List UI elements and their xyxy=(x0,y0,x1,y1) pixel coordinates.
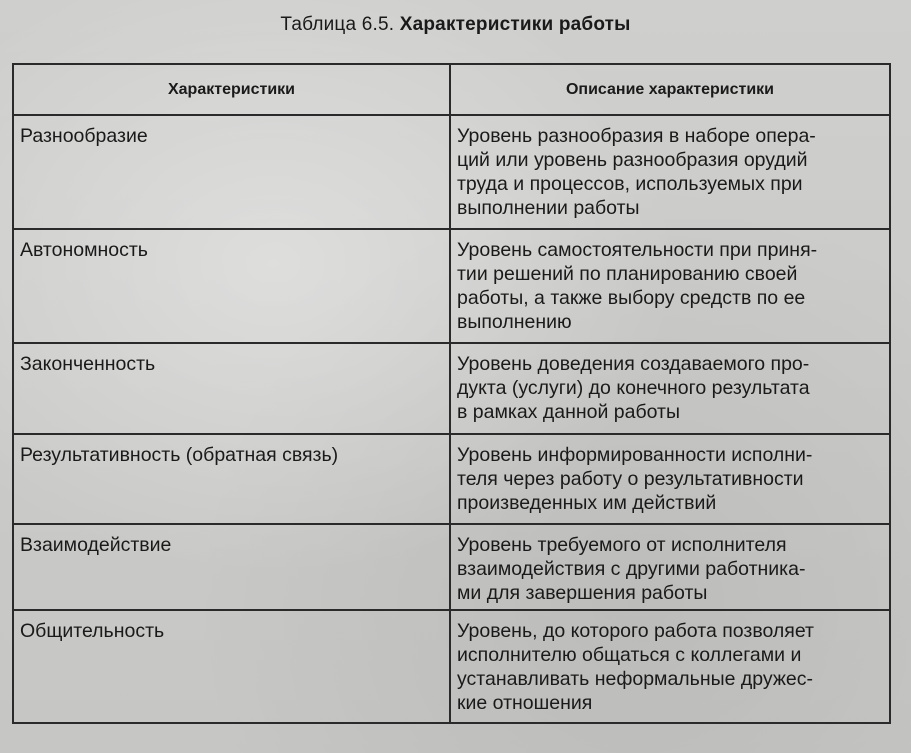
caption-prefix: Таблица 6.5. xyxy=(280,14,395,35)
description-line: труда и процессов, используемых при xyxy=(457,173,803,195)
description-line: произведенных им действий xyxy=(457,492,717,514)
header-description: Описание характеристики xyxy=(450,64,890,115)
description-line: в рамках данной работы xyxy=(457,401,680,423)
row-name-cell: Разнообразие xyxy=(13,115,450,229)
description-line: исполнителю общаться с коллегами и xyxy=(457,644,802,666)
table-row xyxy=(13,610,890,723)
table-row xyxy=(13,343,890,434)
description-line: взаимодействия с другими работника- xyxy=(457,558,806,580)
description-line: ций или уровень разнообразия орудий xyxy=(457,149,808,171)
description-line: дукта (услуги) до конечного результата xyxy=(457,377,810,399)
table-row xyxy=(13,434,890,524)
description-line: Уровень, до которого работа позволяет xyxy=(457,620,814,642)
row-description-cell xyxy=(450,434,890,524)
description-line: работы, а также выбору средств по ее xyxy=(457,287,806,309)
row-name-cell: Взаимодействие xyxy=(13,524,450,610)
table-caption xyxy=(0,14,911,36)
description-line: Уровень разнообразия в наборе опера- xyxy=(457,125,816,147)
description-line: Уровень самостоятельности при приня- xyxy=(457,239,818,261)
row-name-cell: Общительность xyxy=(13,610,450,723)
description-line: Уровень доведения создаваемого про- xyxy=(457,353,810,375)
row-name-cell: Автономность xyxy=(13,229,450,343)
row-description-cell xyxy=(450,115,890,229)
description-line: теля через работу о результативности xyxy=(457,468,804,490)
row-description-cell xyxy=(450,229,890,343)
description-line: выполнению xyxy=(457,311,572,333)
characteristics-table xyxy=(12,63,891,724)
description-line: ми для завершения работы xyxy=(457,582,708,604)
caption-title: Характеристики работы xyxy=(399,14,631,35)
table-row xyxy=(13,115,890,229)
description-line: устанавливать неформальные дружес- xyxy=(457,668,813,690)
description-line: Уровень информированности исполни- xyxy=(457,444,813,466)
row-name-cell: Результативность (обратная связь) xyxy=(13,434,450,524)
description-line: выполнении работы xyxy=(457,197,640,219)
table-header-row xyxy=(13,64,890,115)
header-characteristics: Характеристики xyxy=(13,64,450,115)
description-line: Уровень требуемого от исполнителя xyxy=(457,534,787,556)
table-row xyxy=(13,524,890,610)
description-line: тии решений по планированию своей xyxy=(457,263,798,285)
description-line: кие отношения xyxy=(457,692,593,714)
table-row xyxy=(13,229,890,343)
row-description-cell xyxy=(450,610,890,723)
row-description-cell xyxy=(450,524,890,610)
row-name-cell: Законченность xyxy=(13,343,450,434)
row-description-cell xyxy=(450,343,890,434)
